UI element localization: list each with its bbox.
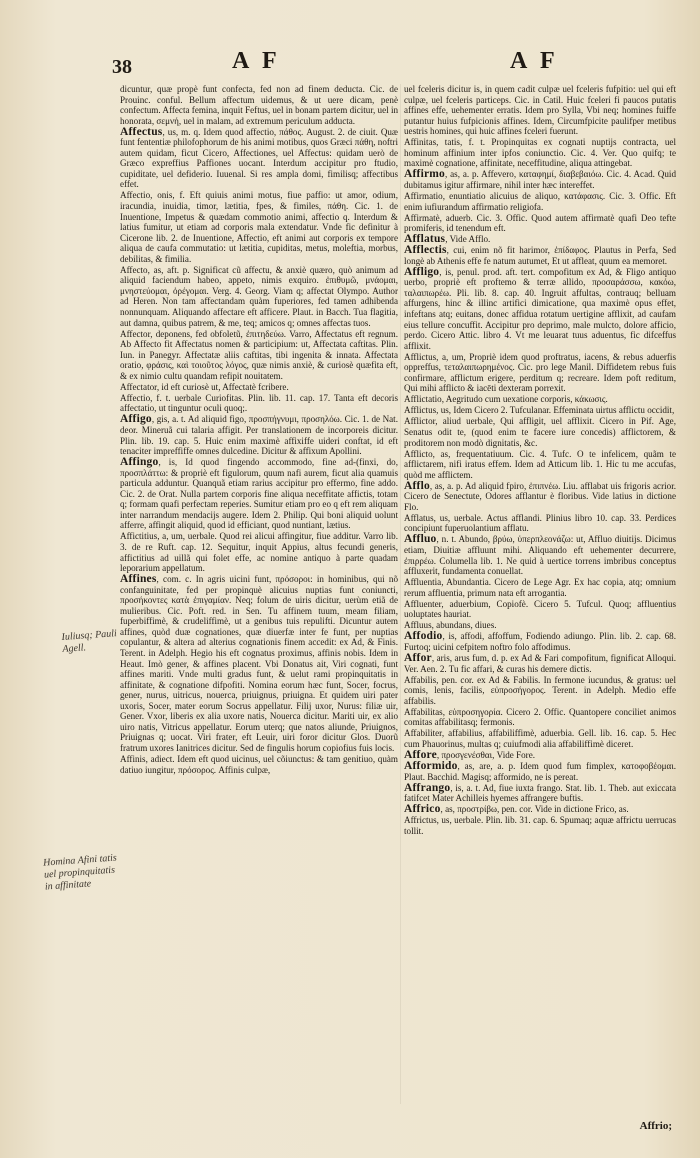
dictionary-entry — [404, 191, 676, 212]
entry-text: , προσγενέσθαι, Vide Fore. — [436, 749, 536, 760]
entry-text: Affluenter, aduerbium, Copiofè. Cicero 5. Tufcul. Quoq; affluentius uoluptates hauriat. — [404, 598, 676, 620]
entry-text: Affinitas, tatis, f. t. Propinquitas ex cognati nuptijs contracta, uel hominum affinium inter ipfos coniunctio. Cic. 4. Ver. Quo quifq; te maximè cognatione, affinitate, neceffitudine, aliqua attingebat. — [404, 137, 676, 169]
dictionary-entry — [404, 394, 676, 405]
entry-headword: Afflatus — [404, 233, 446, 246]
column-divider — [400, 84, 401, 1104]
entry-text: Affrictus, us, uerbale. Plin. lib. 31. cap. 6. Spumaq; aquæ affrictu uerrucas tollit. — [404, 815, 676, 836]
dictionary-entry — [120, 457, 398, 531]
entry-text: Afflictatio, Aegritudo cum uexatione corporis, κάκωσις. — [404, 394, 608, 405]
dictionary-entry — [404, 804, 676, 815]
entry-text: Affirmatio, enuntiatio alicuius de aliquo, κατάφασις. Cic. 3. Offic. Eft enim iufiurandum affirmatio religiofa. — [404, 190, 676, 212]
entry-text: Affecto, as, aft. p. Significat cũ affectu, & anxiè quæro, quò animum ad aliquid faciendum habeo, appeto, nimis exquiro. ἐπιθυμῶ, μνάομαι, μνηστεύομαι, ὀρέγομαι. Verg. 4. Georg. Viam q; affectat Olympo. Author ad Heren. Non tam affectandam quàm fuperiores, fed tamen adhibenda nonnunquam. Aliquando affectare eft afficere. Plaut. in Bacch. Tua flagitia, aut damna, quibus patrem, & me, teq; amicos q; omnes affectas tuos. — [120, 264, 398, 328]
entry-text: Affabiliter, affabilius, affabiliffimè, aduerbia. Gell. lib. 16. cap. 5. Hec cum Phauorinus, multas q; cuiufmodi alia affabiliffimè diceret. — [404, 728, 676, 749]
dictionary-entry — [120, 265, 398, 328]
entry-headword: Affrico — [404, 803, 441, 816]
entry-text: , is, a. t. Ad, fiue iuxta frango. Stat. lib. 1. Theb. aut exiccata fatifcet Mater Achilleis hyemes affrangere buftis. — [404, 782, 676, 804]
entry-headword: Affingo — [120, 456, 159, 469]
entry-text: , com. c. In agris uicini funt, πρόσοροι: in hominibus, qui nõ confanguinitate, fed per propinquè alicuius nuptias funt coniuncti, προσήκοντες κατὰ ἐπιγαμίαν. Neq; folum de uiris dicitur, uerùm etiã de mulieribus. Cic. Poft. red. in Sen. Tu affinem tuum, meam filiam, fuperbiffimè, & crudeliffimè, ut a genibus tuis repulifti. Dicuntur autem affines, quòd duæ cognationes, quæ diuerfæ inter fe funt, per nuptias copulantur, & altera ad alterius cognationis finem accedit: ex Ad, & Finis. Terent. in Adelph. Hegio his eft cognatus proximus, affinis nobis. Idem in Heaut. Imò gener, & affines placent. Vbi Donatus ait, Viri cognati, funt affines mariti. Vnde multi gradus funt, & uelut rami propinquitatis in affinitate, & cognatione difpofiti. Nomina eorum hæc funt, Socer, focrus, gener, nurus, uitricus, nouerca, priuignus, priuigna. Et quidem uiri pater uxoris, Socer, mater eorum Socrus appellatur. Filij uxor, Nurus: filiæ uir, Gener. Vxor, liberis ex alia uxore natis, Nouerca dicitur. Mariti uir, ex alio uiro natis, Vitricus appellatur. Eorum uterq; que natos aliunde, Priuignos, Priuignas q; uocat. Viri frater, eft Leuir, uiri foror dicitur Glos. Duorũ fratrum uxores Ianitrices dicitur. Sed de fingulis horum copiofius fuis locis. — [120, 574, 398, 753]
entry-headword: Affines — [120, 573, 157, 586]
dictionary-entry — [120, 414, 398, 456]
dictionary-entry — [120, 574, 398, 753]
dictionary-entry — [404, 234, 676, 245]
page-number: 38 — [112, 56, 132, 78]
dictionary-entry — [404, 513, 676, 534]
dictionary-entry — [404, 761, 676, 782]
dictionary-entry — [404, 352, 676, 394]
dictionary-entry — [404, 534, 676, 576]
dictionary-entry — [404, 631, 676, 652]
entry-text: Afflictus, a, um, Propriè idem quod proftratus, iacens, & rebus aduerfis oppreffus, τεταλαιπωρημένος. Cic. pro lege Manil. Diffidetem rebus fuis confirmare, afflictum erigere, perditum q; recreare. Idem poft reditum, Qui mihi afflicto & iacēti dexteram porrexit. — [404, 351, 676, 394]
entry-text: , is, penul. prod. aft. tert. compofitum ex Ad, & Fligo antiquo uerbo, propriè eft proftemo & terræ allido, προσαράσσω, κακόω, ταλαιπωρέω. Pli. lib. 8. cap. 40. Ingruit affultas, contrauq; belluam affurgens, hinc & illinc artifici dimicatione, qua maximè opus effet, infeftans atq; euitans, donec affidua rotatum uertigine afflixit, ad caufam eius tellure concuffit. Accipitur pro deprimo, male mulcto, dolore afficio, perdo. Cicero Attic. libro 4. Vt me leuarat tuus aduentus, fic difceffus afflixit. — [404, 266, 676, 351]
entry-text: dicuntur, quæ propè funt confecta, fed non ad finem deducta. Cic. de Prouinc. conful. Bellum affectum uidemus, & ut uere dicam, penè confectum. Affecta femina, inquit Feftus, uel in bonam partem dicitur, uel in honorata, σεμνή, uel in malam, ad extremum periculum adducta. — [120, 84, 399, 126]
right-running-title: A F — [510, 48, 559, 74]
left-column — [120, 84, 398, 776]
entry-text: Affluus, abundans, diues. — [404, 620, 497, 631]
entry-text: Affinis, adiect. Idem eft quod uicinus, uel cõiunctus: & tam genitiuo, quàm datiuo iungitur, πρόσορος. Affinis culpæ, — [120, 753, 398, 775]
dictionary-entry — [404, 449, 676, 481]
right-column — [404, 84, 676, 837]
dictionary-entry — [120, 754, 398, 775]
margin-note-handwritten: Iuliusq; Pauli Agell. — [61, 628, 118, 655]
entry-text: Afflictor, aliud uerbale, Qui affligit, uel afflixit. Cicero in Pif. Age, Senatus odit te, (quod enim te facere iure concedis) afflictorem, & proditorem non modò dignitatis, &c. — [404, 416, 676, 448]
entry-text: , Vide Afflo. — [445, 234, 491, 245]
entry-text: Affector, deponens, fed obfoletũ, ἐπιτηδεύω. Varro, Affectatus eft regnum. Ab Affecto fit Affectatus nomen & participium: ut, Affectata caftitas. Plin. Iun. in Panegyr. Affectatæ aliis caftitas, tibi ingenita & innata. Affectata oratio, φράσις, καὶ τοιοῦτος λόγος, quæ nimis anxiè, & curiosè quæfita eft, & ex nimio cultu quandam refipit nouitatem. — [120, 328, 398, 381]
entry-text: uel fceleris dicitur is, in quem cadit culpæ uel fceleris fufpitio: uel qui eft culpæ, uel fceleris particeps. Cic. in Catil. Huic fceleri fi paucos putatis affines effe, uehementer erratis. Idem pro Sylla, Vbi neq; homines fuiffe putantur huius fufpicionis affines. Idem, Circumfpicite paulifper metibus uestris homines, qui huic affines fceleri fuerunt. — [404, 84, 676, 137]
entry-text: Affectio, onis, f. Eft quiuis animi motus, fiue paffio: ut amor, odium, iracundia, inuidia, timor, lætitia, fpes, & fimiles, πάθη. Cic. 1. de Inuentione, Impetus & quædam commotio animi, affectio q. Interdum & latius fumitur, ut etiam ad corporis mala extendatur. Vnde fic definitur à Cicerone lib. 2. de Inuentione, Affectio, eft animi aut corporis ex tempore aliqua de caufa commutatio: ut lætitia, cupiditas, metus, moleftia, morbus, debilitas, & fimilia. — [120, 190, 398, 264]
dictionary-entry — [404, 653, 676, 674]
entry-text: , as, a. p. Affevero, καταφημί, διαβεβαιόω. Cic. 4. Acad. Quid dubitamus igitur affirmare, nihil inter hæc intereffet. — [404, 169, 676, 190]
entry-text: , as, προστρίβω, pen. cor. Vide in dictione Frico, as. — [440, 804, 629, 815]
entry-headword: Afflo — [404, 479, 430, 492]
entry-text: , as, are, a. p. Idem quod fum fimplex, κατοφοβέομαι. Plaut. Bacchid. Magisq; afformido, ne is pereat. — [404, 760, 676, 782]
left-running-title: A F — [232, 48, 281, 74]
entry-headword: Affor — [404, 651, 432, 664]
entry-headword: Affore — [404, 748, 437, 761]
entry-headword: Affligo — [404, 265, 440, 278]
dictionary-entry — [404, 728, 676, 749]
running-header — [0, 46, 700, 80]
dictionary-entry — [404, 267, 676, 351]
dictionary-entry — [120, 382, 398, 393]
dictionary-entry — [120, 531, 398, 573]
entry-text: Afflatus, us, uerbale. Actus afflandi. Plinius libro 10. cap. 33. Perdices concipiunt fuperuolantium afflatu. — [404, 512, 676, 534]
dictionary-entry — [404, 577, 676, 598]
dictionary-entry — [404, 783, 676, 804]
dictionary-entry — [120, 393, 398, 414]
entry-text: Afflicto, as, frequentatiuum. Cic. 4. Tufc. O te infelicem, quãm te afflictarem, nifi iratus effem. Idem ad Atticum lib. 1. Hic tu me accufas, quòd me afflictem. — [404, 448, 676, 480]
entry-text: Affluentia, Abundantia. Cicero de Lege Agr. Ex hac copia, atq; omnium rerum affluentia, primum nata eft arrogantia. — [404, 577, 676, 598]
dictionary-entry — [404, 675, 676, 707]
dictionary-entry — [404, 169, 676, 190]
entry-headword: Affodio — [404, 630, 443, 643]
entry-text: Affirmatè, aduerb. Cic. 3. Offic. Quod autem affirmatè quafi Deo tefte promiferis, id tenendum eft. — [404, 212, 676, 234]
dictionary-entry — [404, 137, 676, 169]
dictionary-entry — [120, 127, 398, 190]
entry-headword: Afflectis — [404, 244, 447, 257]
entry-headword: Affectus — [120, 125, 163, 138]
entry-text: Affectio, f. t. uerbale Curiofitas. Plin. lib. 11. cap. 17. Tanta eft decoris affectatio, ut tinguntur oculi quoq;. — [120, 392, 398, 414]
entry-text: , aris, arus fum, d. p. ex Ad & Fari compofitum, fignificat Alloqui. Ver. Aen. 2. Tu fic affari, & curas his demere dictis. — [404, 652, 676, 674]
entry-headword: Affrango — [404, 781, 451, 794]
dictionary-entry — [404, 84, 676, 137]
entry-text: Afflictus, us, Idem Cicero 2. Tufculanar. Effeminata uirtus afflictu occidit, — [404, 405, 675, 416]
dictionary-entry — [404, 416, 676, 448]
entry-text: , is, affodi, affoffum, Fodiendo adiungo. Plin. lib. 2. cap. 68. Furtoq; uicini cefpitem noftro folo affodimus. — [404, 631, 676, 652]
dictionary-entry — [404, 707, 676, 728]
entry-text: , n. t. Abundo, βρύω, ὑπερπλεονάζω: ut, Affluo diuitijs. Dicimus etiam, Diuitiæ affluunt mihi. Aliquando eft uehementer decurrere, ἐπιρρέω. Columella lib. 1. Ne quid à uertice torrens imbribus conceptus affluxerit, fundamenta conuellat. — [404, 534, 676, 577]
entry-text: , gis, a. t. Ad aliquid figo, προσπήγνυμι, προσηλόω. Cic. 1. de Nat. deor. Mineruã cui talaria affigit. Per translationem de incorporeis dicitur. Plin. lib. 19. cap. 5. Huic enim maximè affixiffe uideri conftat, id eft tenaciter impreffiffe omnes dulcedine. Dicitur & affixum Apollini. — [120, 414, 398, 457]
dictionary-entry — [120, 329, 398, 382]
margin-note-handwritten: Homina Afini tatis uel propinquitatis in affinitate — [42, 852, 118, 893]
entry-headword: Affirmo — [404, 168, 445, 181]
entry-headword: Affigo — [120, 413, 152, 426]
dictionary-entry — [404, 245, 676, 266]
dictionary-entry — [404, 620, 676, 631]
entry-text: Affictitius, a, um, uerbale. Quod rei alicui affingitur, fiue additur. Varro lib. 3. de re Ruft. cap. 12. Sequitur, inquit Appius, altus fecundi generis, affictitius ad uillã qui folet effe, ac nomine antiquo à parte quadam leporarium appellatum. — [120, 531, 398, 574]
dictionary-entry — [404, 599, 676, 620]
entry-text: , is, Id quod fingendo accommodo, fine ad-(finxi, do, προσπλάττω: & propriè eft figulorum, quum nafi aurem, ficut alia quamuis particula adduntur. Quanquã etiam rarius accipitur pro effermo, fine addo. Cic. 2. de Orat. Nulla partem corporis fine aliqua neceffitate affictis, totam q; formam quafi perfectam reperies. Sumitur etiam pro eo q eft rem aliquam inter narrandum mendacijs augere. Idem 2. Philip. Qui boni aliquid uolunt afferre, affingit aliquid, quod id efficiant, quod nuntiant, lætius. — [120, 457, 398, 531]
dictionary-entry — [404, 815, 676, 836]
dictionary-entry — [404, 750, 676, 761]
entry-text: Affectator, id eft curiosè ut, Affectatè fcribere. — [120, 381, 289, 392]
dictionary-entry — [404, 481, 676, 513]
entry-text: , us, m. q. Idem quod affectio, πάθος. August. 2. de ciuit. Quæ funt fententiæ philofophorum de his animi motibus, quos Græci πάθη, noftri autem quidam, ficut Cicero, Affectiones, uel Affectus: quidam uerò de Græco expreffius Paffiones uocant. Interdum accipitur pro ftudio, cupiditate, uel defiderio. Iuuenal. Si res ampla domi, fimilisq; affectibus effet. — [120, 126, 398, 190]
catchword: Affrio; — [639, 1120, 672, 1132]
entry-text: , as, a. p. Ad aliquid fpiro, ἐπιπνέω. Liu. afflabat uis frigoris acrior. Cicero de Senectute, Odores afflantur è floribus. Vide latius in dictione Flo. — [404, 480, 676, 512]
entry-text: Affabilis, pen. cor. ex Ad & Fabilis. In fermone iucundus, & gratus: uel comis, lenis, facilis, εὐπροσήγορος. Terent. in Adelph. Medio effe affabilis. — [404, 674, 676, 706]
dictionary-entry — [404, 405, 676, 416]
entry-text: Affabilitas, εὐπροσηγορία. Cicero 2. Offic. Quantopere conciliet animos comitas affabilitasq; fermonis. — [404, 706, 676, 728]
entry-text: , cui, enim nõ fit harimor, ἐπίδαφος. Plautus in Perfa, Sed longè ab Athenis effe fe natum autumet, Et ut affleat, quum ea memoret. — [404, 245, 676, 266]
dictionary-entry — [120, 84, 398, 126]
entry-headword: Afformido — [404, 759, 458, 772]
entry-headword: Affluo — [404, 533, 437, 546]
dictionary-entry — [404, 213, 676, 234]
dictionary-entry — [120, 190, 398, 264]
